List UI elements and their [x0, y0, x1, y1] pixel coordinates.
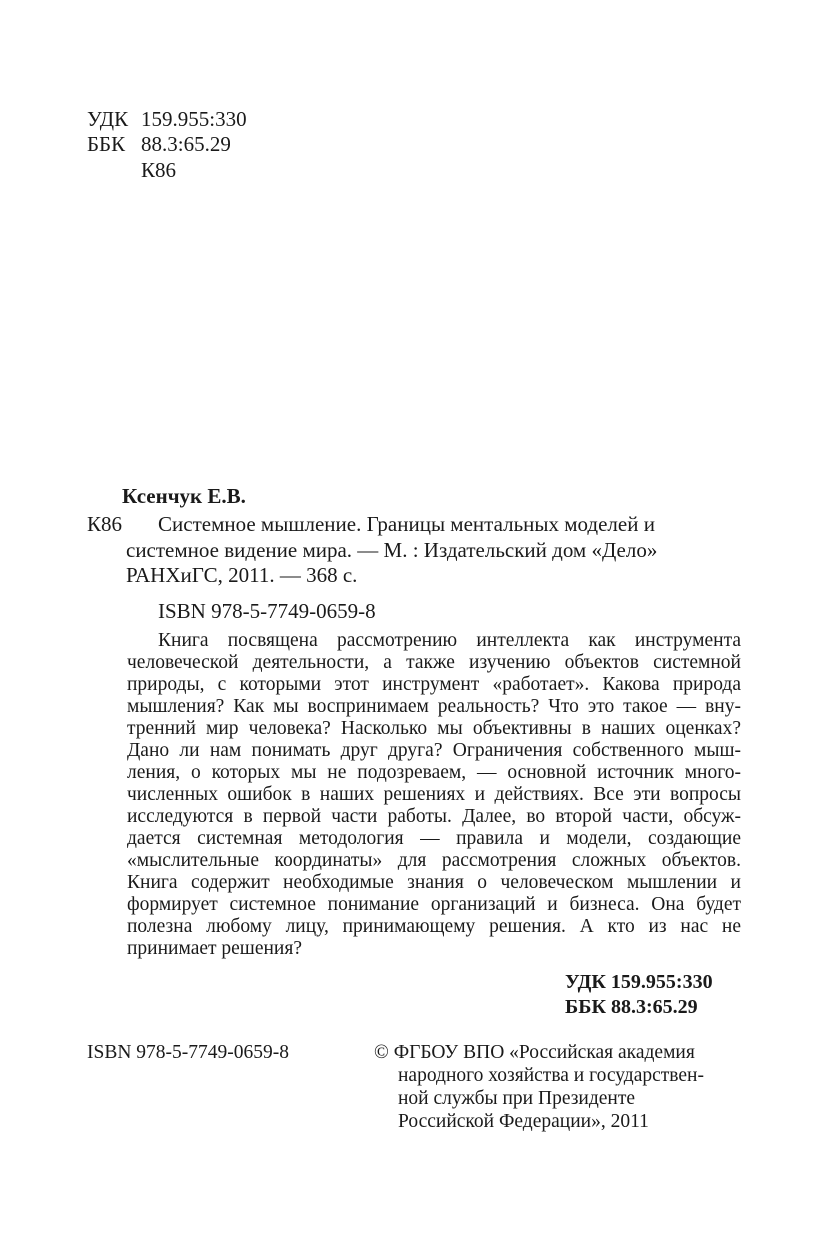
- annotation-line: «мыслительные координаты» для рассмотрения сложных объектов.: [127, 850, 741, 871]
- annotation-line: тренний мир человека? Насколько мы объективны в наших оценках?: [127, 718, 741, 739]
- annotation-line: Дано ли нам понимать друг друга? Ограничения собственного мыш-: [127, 740, 741, 761]
- annotation-line: мышления? Как мы воспринимаем реальность? Что это такое — вну-: [127, 696, 741, 717]
- annotation-line: численных ошибок в наших решениях и действиях. Все эти вопросы: [127, 784, 741, 805]
- copyright-line: народного хозяйства и государствен-: [398, 1065, 704, 1086]
- annotation-line: ления, о которых мы не подозреваем, — основной источник много-: [127, 762, 741, 783]
- title-line-2: системное видение мира. — М. : Издательский дом «Дело»: [126, 538, 658, 562]
- copyright-line: ной службы при Президенте: [398, 1088, 636, 1109]
- bbk-label: ББК: [87, 132, 126, 156]
- annotation-line: исследуются в первой части работы. Далее, во второй части, обсуж-: [127, 806, 741, 827]
- annotation-line: принимает решения?: [127, 938, 302, 959]
- author-mark-card: К86: [87, 512, 123, 536]
- isbn-footer: ISBN 978-5-7749-0659-8: [87, 1042, 290, 1063]
- copyright-line: © ФГБОУ ВПО «Российская академия: [374, 1042, 695, 1063]
- author-name: Ксенчук Е.В.: [122, 484, 246, 508]
- bbk-bottom: ББК 88.3:65.29: [565, 996, 698, 1018]
- annotation-line: Книга посвящена рассмотрению интеллекта как инструмента: [158, 630, 741, 651]
- annotation-line: дается системная методология — правила и модели, создающие: [127, 828, 741, 849]
- annotation-line: человеческой деятельности, а также изучению объектов системной: [127, 652, 741, 673]
- udk-value: 159.955:330: [141, 107, 247, 131]
- bbk-value: 88.3:65.29: [141, 132, 231, 156]
- annotation-line: формирует системное понимание организаций и бизнеса. Она будет: [127, 894, 741, 915]
- title-line-3: РАНХиГС, 2011. — 368 с.: [126, 563, 358, 587]
- copyright-line: Российской Федерации», 2011: [398, 1111, 649, 1132]
- udk-bottom: УДК 159.955:330: [565, 971, 713, 993]
- annotation-line: Книга содержит необходимые знания о человеческом мышлении и: [127, 872, 741, 893]
- annotation-line: природы, с которыми этот инструмент «работает». Какова природа: [127, 674, 741, 695]
- author-mark-top: К86: [141, 158, 177, 182]
- udk-label: УДК: [87, 107, 129, 131]
- isbn-card: ISBN 978-5-7749-0659-8: [158, 599, 376, 623]
- annotation-line: полезна любому лицу, принимающему решения. А кто из нас не: [127, 916, 741, 937]
- title-line-1: Системное мышление. Границы ментальных моделей и: [158, 512, 655, 536]
